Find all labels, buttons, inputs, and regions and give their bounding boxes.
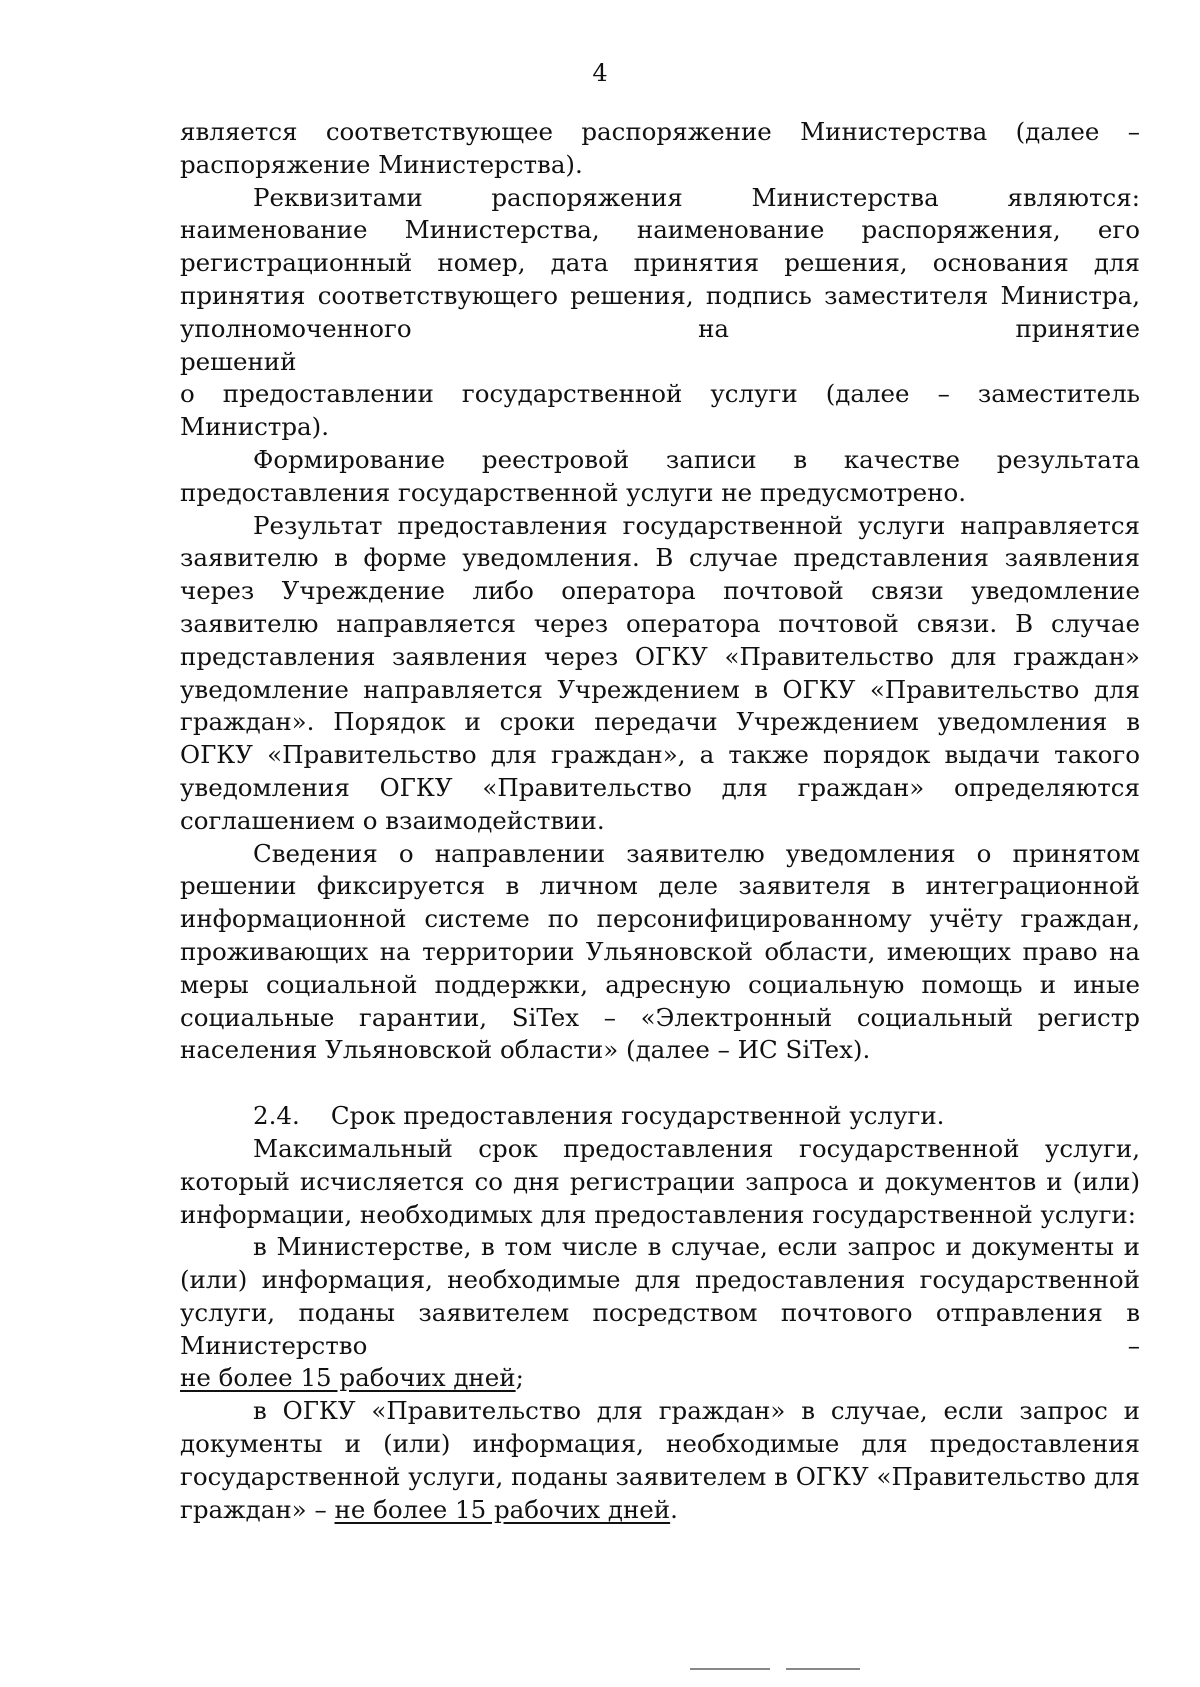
term-underlined-2: не более 15 рабочих дней xyxy=(334,1494,671,1524)
section-number: 2.4. xyxy=(253,1101,300,1131)
paragraph-2: Реквизитами распоряжения Министерства являются: наименование Министерства, наименование распоряжения, его регистрационный номер, дата принятия решения, основания для принятия соответствующего решения, подпись заместителя Министра, уполномоченного на принятие xyxy=(180,182,1140,343)
paragraph-2-line-break: решений xyxy=(180,346,297,376)
paragraph-6: Максимальный срок предоставления государственной услуги, который исчисляется со дня регистрации запроса и документов и (или) информации, необходимых для предоставления государственной услуги: xyxy=(180,1133,1140,1229)
document-body xyxy=(180,116,1140,1526)
section-heading xyxy=(180,1100,1140,1133)
paragraph-5: Сведения о направлении заявителю уведомления о принятом решении фиксируется в личном деле заявителя в интеграционной информационной системе по персонифицированному учёту граждан, проживающих на территории Ульяновской области, имеющих право на меры социальной поддержки, адресную социальную помощь и иные социальные гарантии, SiTex – «Электронный социальный регистр населения Ульяновской области» (далее – ИС SiTex). xyxy=(180,838,1140,1065)
paragraph-7: в Министерстве, в том числе в случае, если запрос и документы и (или) информация, необходимые для предоставления государственной услуги, поданы заявителем посредством почтового отправления в xyxy=(180,1232,1140,1327)
paragraph-1-line-2: распоряжение Министерства). xyxy=(180,149,583,179)
paragraph-4: Результат предоставления государственной услуги направляется заявителю в форме уведомления. В случае представления заявления через Учреждение либо оператора почтовой связи уведомление заявителю направляется через оператора почтовой связи. В случае представления заявления через ОГКУ «Правительство для граждан» уведомление направляется Учреждением в ОГКУ «Правительство для граждан». Порядок и сроки передачи Учреждением уведомления в ОГКУ «Правительство для граждан», а также порядок выдачи такого уведомления ОГКУ «Правительство для граждан» определяются соглашением о взаимодействии. xyxy=(180,510,1140,835)
section-title: Срок предоставления государственной услуги. xyxy=(330,1101,945,1131)
term-underlined-1: не более 15 рабочих дней xyxy=(180,1363,516,1393)
paragraph-7-line xyxy=(180,1330,1140,1363)
paragraph-3: Формирование реестровой записи в качестве результата предоставления государственной услуги не предусмотрено. xyxy=(180,444,1140,507)
paragraph-1-line-1: является соответствующее распоряжение Министерства (далее – xyxy=(180,117,1140,146)
paragraph-7-term xyxy=(180,1362,1140,1395)
paragraph-2-end: Министра). xyxy=(180,412,329,442)
paragraph-2-continuation: о предоставлении государственной услуги (далее – заместитель xyxy=(180,379,1140,409)
paragraph-8 xyxy=(180,1395,1140,1526)
paragraph-7-punct: ; xyxy=(515,1363,524,1393)
paragraph-7-word: Министерство xyxy=(180,1330,368,1360)
paragraph-8-punct: . xyxy=(670,1494,678,1524)
page-number: 4 xyxy=(592,59,608,87)
scan-artifact-line xyxy=(690,1668,860,1670)
paragraph-7-dash: – xyxy=(1127,1330,1140,1360)
paragraph-8-text: в ОГКУ «Правительство для граждан» в случае, если запрос и документы и (или) информация, необходимые для предоставления государственной услуги, поданы заявителем в ОГКУ «Правительство для граждан» – xyxy=(180,1396,1140,1524)
